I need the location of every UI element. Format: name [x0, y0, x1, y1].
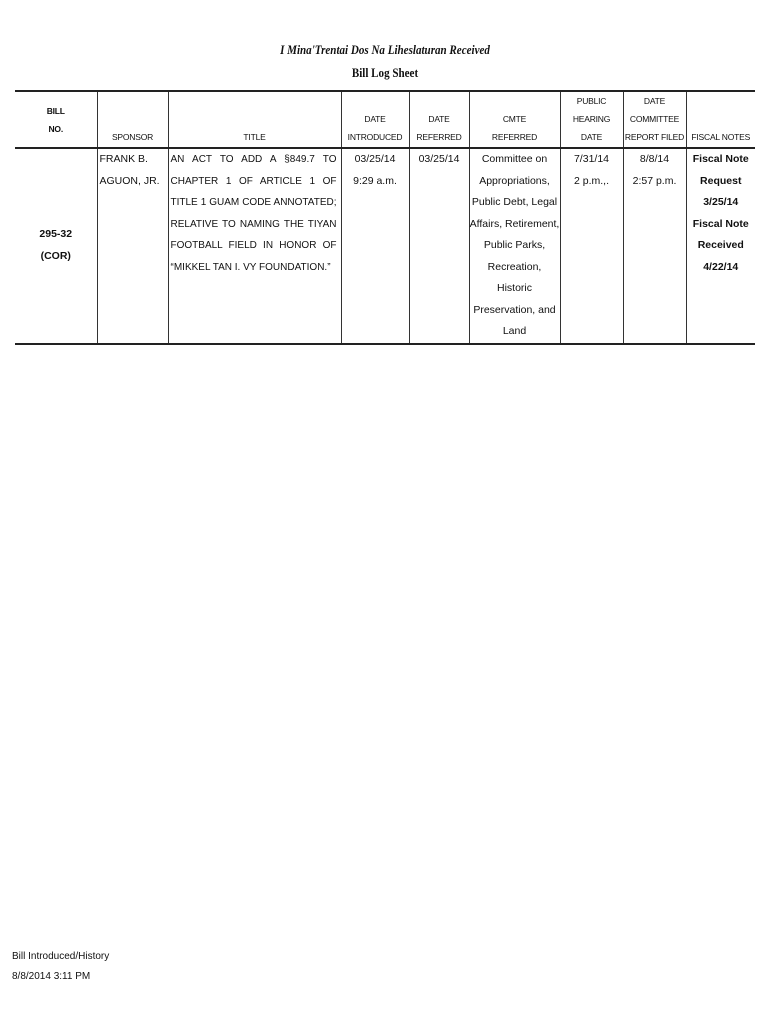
committee-referred: Committee on Appropriations, Public Debt, Legal Affairs, Retirement, Public Parks, Recreation, Historic Preservation, and Land	[469, 148, 560, 344]
header-title: TITLE	[168, 91, 341, 148]
table-header-row	[15, 91, 755, 148]
footer-label: Bill Introduced/History	[12, 951, 110, 962]
header-date-referred: DATE REFERRED	[409, 91, 469, 148]
public-hearing-date: 7/31/14 2 p.m.,.	[560, 148, 623, 344]
fiscal-notes: Fiscal Note Request 3/25/14 Fiscal Note Received 4/22/14	[686, 148, 755, 344]
header-cmte-referred: CMTE REFERRED	[469, 91, 560, 148]
header-sponsor: SPONSOR	[97, 91, 168, 148]
header-committee-report-filed: DATE COMMITTEE REPORT FILED	[623, 91, 686, 148]
footer-timestamp: 8/8/2014 3:11 PM	[12, 971, 91, 982]
header-fiscal-notes: FISCAL NOTES	[686, 91, 755, 148]
committee-report-date: 8/8/14 2:57 p.m.	[623, 148, 686, 344]
date-referred: 03/25/14	[409, 148, 469, 344]
document-title: I Mina'Trentai Dos Na Liheslaturan Received	[280, 42, 490, 57]
sponsor: FRANK B. AGUON, JR.	[97, 148, 168, 344]
bill-number: 295-32 (COR)	[15, 148, 97, 344]
bill-title: AN ACT TO ADD A §849.7 TO CHAPTER 1 OF ARTICLE 1 OF TITLE 1 GUAM CODE ANNOTATED; RELATIVE TO NAMING THE TIYAN FOOTBALL FIELD IN HONOR OF “MIKKEL TAN I. VY FOUNDATION.”	[168, 148, 341, 344]
header-bill-no: BILL NO.	[15, 91, 97, 148]
document-subtitle: Bill Log Sheet	[351, 65, 419, 80]
header-public-hearing-date: PUBLIC HEARING DATE	[560, 91, 623, 148]
table-row	[15, 148, 755, 344]
bill-log-table	[15, 90, 755, 345]
date-introduced: 03/25/14 9:29 a.m.	[341, 148, 409, 344]
header-date-introduced: DATE INTRODUCED	[341, 91, 409, 148]
